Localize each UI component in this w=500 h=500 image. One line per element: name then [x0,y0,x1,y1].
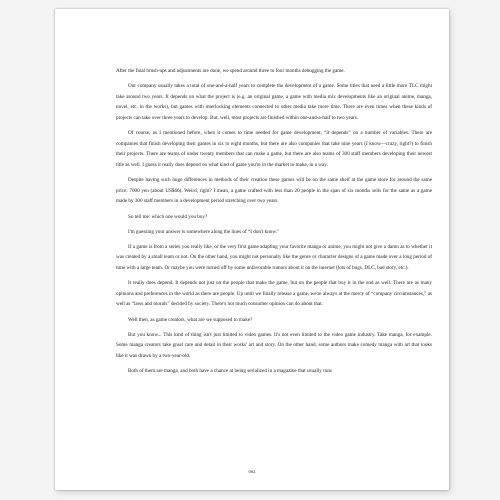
paragraph: I'm guessing your answer is somewhere along the lines of “I don't know.” [128,228,280,235]
paragraph: It really does depend. It depends not just on the people that make the game, but on the people that buy it in the end as well. There are as many opinions and preferences in the world as there are people. Up until we finally release a game, we're always at the mercy of “company circumstances,” as well as “laws and morals” decided by society. There's not much consumer opinion can do about that. [116,280,432,308]
paragraph: Of course, as I mentioned before, when it comes to time needed for game development, “it depends” on a number of variables. There are companies that finish developing their games in six to eight months, but there are also companies that take nine years (I know—crazy, right?) to finish their projects. There are teams of under twenty members that can make a game, but there are also teams of 300 staff members developing their newest title as well. I guess it really does depend on what kind of game you're in the market to make, in a way. [116,130,432,168]
paragraph: Our company usually takes a total of one-and-a-half years to complete the development of a game. Some titles that need a little more TLC might take around two years. It depends on what the project is (e.g. an original game, a game with media mix developments like an original anime, manga, novel, etc. in the works), but games with interlocking elements connected to other media take more time. There are even times when these kinds of projects can take over three years to develop. But, well, most projects are finished within one-and-a-half to two years. [116,83,432,121]
paragraph: Well then, as game creators, what are we supposed to make? [128,316,253,323]
paragraph: After the final brush-ups and adjustments are done, we spend around three to four months debugging the game. [116,68,345,74]
paragraph: Both of them are manga, and both have a chance at being serialized in a magazine that usually runs [128,368,332,375]
paragraph: So tell me: which one would you buy? [128,213,208,220]
paragraph: If a game is from a series you really like, or the very first game adapting your favorite manga or anime, you might not give a damn as to whether it was created by a small team or not. On the other hand, you might not personally like the genre or character designs of a game made over a long period of time with a large team. Or maybe you were turned off by some unfavorable rumors about it on the internet (lots of bugs, DLC, bad story, etc.). [116,243,432,272]
page-number: 062 [248,469,256,474]
body-text [116,66,432,381]
paragraph: Despite having such huge differences in methods of their creation these games will be on the same shelf at the game store for around the same price: 7000 yen (about US$66). Weird, right? I mean, a game crafted with less than 20 people in the span of six months sells for the same as a game made by 300 staff members in a development period stretching over two years. [116,177,432,205]
document-page [55,9,449,490]
paragraph: But you know... This kind of thing isn't just limited to video games. It's not even limited to the video game industry. Take manga, for example. Some manga creators take great care and detail in their works' art and story. On the other hand, some authors make comedy manga with art that looks like it was drawn by a two-year-old. [116,331,432,359]
